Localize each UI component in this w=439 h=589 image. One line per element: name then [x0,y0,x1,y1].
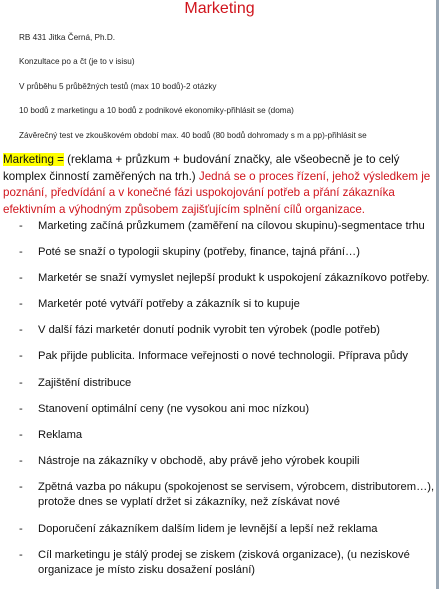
header-line-final-test: Závěrečný test ve zkouškovém období max. 40 bodů (80 bodů dohromady s m a pp)-přihlásit se [19,131,367,140]
list-item: - Pak přijde publicita. Informace veřejnosti o nové technologii. Příprava půdy [0,349,439,365]
list-item: - Stanovení optimální ceny (ne vysokou ani moc nízkou) [0,402,439,418]
dash-bullet: - [19,428,23,441]
header-line-consultation: Konzultace po a čt (je to v isisu) [19,57,135,66]
dash-bullet: - [19,220,23,232]
list-item: - Marketing začíná průzkumem (zaměření na cílovou skupinu)-segmentace trhu [0,219,439,235]
list-item: - Marketér se snaží vymyslet nejlepší produkt k uspokojení zákazníkovo potřeby. [0,271,439,287]
definition-paragraph [3,152,439,218]
list-item: - Zajištění distribuce [0,376,439,392]
header-line-points: 10 bodů z marketingu a 10 bodů z podnikové ekonomiky-přihlásit se (doma) [19,106,294,115]
dash-bullet: - [19,454,23,467]
dash-bullet: - [19,272,23,285]
document-title: Marketing [184,0,255,17]
dash-bullet: - [19,548,23,561]
list-item: - Poté se snaží o typologii skupiny (potřeby, finance, tajná přání…) [0,245,439,261]
list-item: - Doporučení zákazníkem dalším lidem je levnější a lepší než reklama [0,522,439,538]
list-item: - Cíl marketingu je stálý prodej se ziskem (zisková organizace), (u neziskové organizace je místo zisku dosažení poslání) [19,548,410,577]
definition-body: (reklama + průzkum + budování značky, ale všeobecně je to celý komplex činností zaměřených na trh.) [3,153,400,183]
list-item: - Nástroje na zákazníky v obchodě, aby právě jeho výrobek koupili [0,454,439,470]
dash-bullet: - [19,402,23,415]
dash-bullet: - [19,480,23,493]
dash-bullet: - [19,246,23,259]
list-item: - Marketér poté vytváří potřeby a zákazník si to kupuje [0,297,439,313]
list-item: - Reklama [0,428,439,444]
definition-red-text: Jedná se o proces řízení, jehož výsledkem je poznání, předvídání a v konečné fázi uspokojování potřeb a přání zákazníka efektivním a výhodným způsobem zajišťujícím splnění cílů organizace. [3,169,431,216]
dash-bullet: - [19,298,23,311]
dash-bullet: - [19,350,23,363]
dash-bullet: - [19,522,23,535]
list-item: - V další fázi marketér donutí podnik vyrobit ten výrobek (podle potřeb) [0,323,439,339]
header-line-tests: V průběhu 5 průběžných testů (max 10 bodů)-2 otázky [19,82,217,91]
definition-term: Marketing = [3,153,64,166]
bullet-list [0,219,439,589]
list-item: - Zpětná vazba po nákupu (spokojenost se servisem, výrobcem, distributorem…), protože dnes se vyplatí držet si zákazníky, než získávat nové [19,480,435,509]
dash-bullet: - [19,324,23,337]
dash-bullet: - [19,376,23,389]
header-line-teacher: RB 431 Jitka Černá, Ph.D. [19,33,116,42]
